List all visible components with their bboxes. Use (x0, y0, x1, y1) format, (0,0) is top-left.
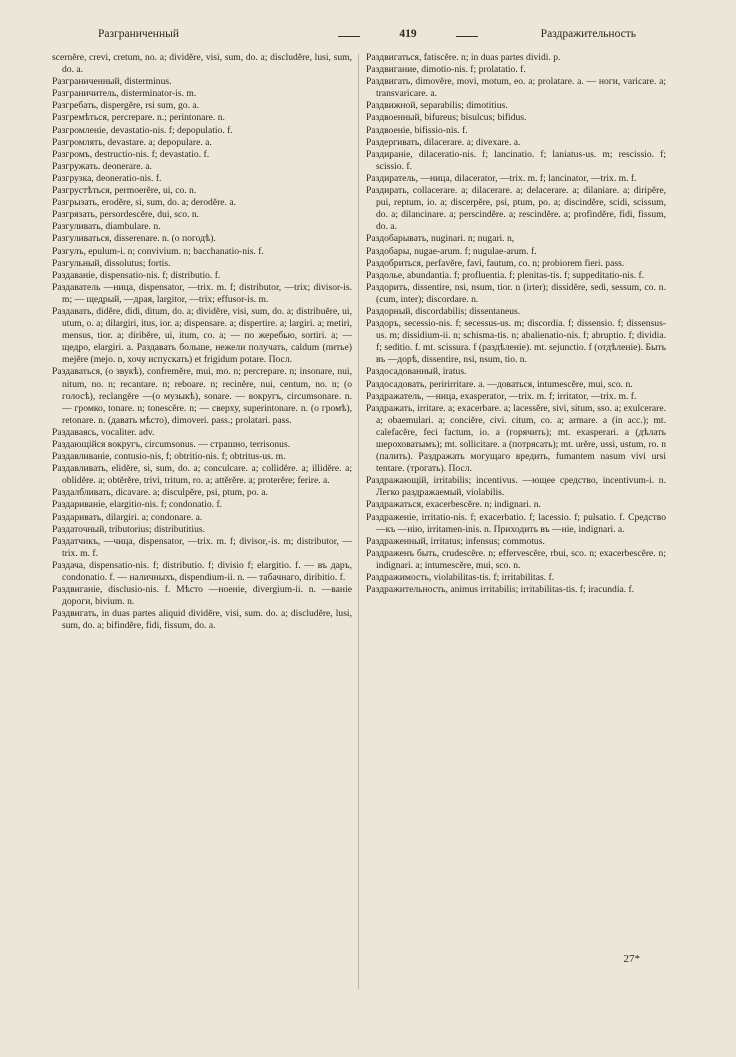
dictionary-entry: Раздвигаться, fatiscĕre. n; in duas partes dividi. p. (366, 52, 561, 63)
dictionary-entry: Раздоръ, secessio-nis. f; secessus-us. m; discordia. f; dissensio. f; dissensus-us. m; dissidium-ii. n; schisma-tis. n; abalienatio-nis. f; abruptio. f; dividia. f; seditio. f. mt. scissura. f (раздѣленіе). mt. sejunctio. f (отдѣленіе). Быть въ —дорѣ, dissentire, nsi, nsum, tio. n. (366, 318, 666, 366)
dictionary-entry: Раздражатель, —ница, exasperator, —trix. m. f; irritator, —trix. m. f. (366, 390, 637, 402)
dictionary-entry: Раздорить, dissentire, nsi, nsum, tior. n (irter); dissidĕre, sedi, sessum, co. n. (cum, inter); discordare. n. (366, 281, 666, 305)
dictionary-entry: Разгромлять, devastare. a; depopulare. a. (52, 136, 212, 148)
running-header (58, 28, 696, 46)
dictionary-entry: Разгремѣться, percrepare. n.; perintonare. n. (52, 112, 225, 124)
dictionary-entry: Раздиратель, —ница, dilacerator, —trix. m. f; lancinator, —trix. m. f. (366, 172, 637, 184)
dictionary-entry: Раздорный, discordabilis; dissentaneus. (366, 305, 521, 317)
header-right-word: Раздражительность (540, 28, 636, 40)
dictionary-entry: Разгребать, dispergĕre, rsi sum, go. a. (52, 100, 200, 112)
dictionary-entry: Разгуливать, diambulare. n. (52, 221, 161, 233)
dictionary-entry: Раздвиганіе, disclusio-nis. f. Мѣсто —ноеніе, divergium-ii. n. —ваніе дороги, bivium. n. (52, 584, 352, 608)
dictionary-entry: Раздаривать, dilargiri. a; condonare. a. (52, 511, 203, 523)
dictionary-entry: Разгружать. deonerare. a. (52, 160, 152, 172)
dictionary-entry: Раздаватель —ница, dispensator, —trix. m. f; distributor, —trix; divisor-is. m; — щедрый, —драя, largitor, —trix; effusor-is. m. (52, 281, 352, 305)
dictionary-entry: Раздражать, irritare. a; exacerbare. a; lacessĕre, sivi, situm, sso. a; exulcerare. a; obaemulari. a; conciĕre, civi. citum, co. a; armare. a (in acc.); mt. calefacĕre, feci factum, io. a (горячить); mt. exasperari. a (дѣлать шероховатымъ); mt. sollicitare. a (потрясать); mt. urĕre, ussi, ustum, ro. n (палить). Раздражать могущаго вредить, fumantem nasum vivi ursi tentare. (трогать). Посл. (366, 402, 666, 475)
dictionary-entry: Раздаваться, (о звукѣ), confremĕre, mui, mo. n; percrepare. n; insonare, nui, nitum, no. n; recantare. n; reboare. n; recinĕre, nui, centum, no. n; (о голосѣ), reclangĕre —(о музыкѣ), sonare. — вокругъ, circumsonare. n. — громко, tonare. n; tonescĕre. n; — сверху, superintonare. n. (о громѣ), retonare. n. (давать мѣсто), dimoveri. pass.; prolatari. pass. (52, 366, 352, 426)
dictionary-entry: Раздолье, abundantia. f; profluentia. f; plenitas-tis. f; suppeditatio-nis. f. (366, 269, 645, 281)
column-divider (358, 54, 359, 989)
dictionary-entry: Раздвоенный, bifureus; bisulcus; bifidus. (366, 112, 527, 124)
dictionary-entry: Раздраженіе, irritatio-nis. f; exacerbatio. f; lacessio. f; pulsatio. f. Средство —къ —нію, irritamen-inis. n. Приходить въ —ніе, indignari. a. (366, 511, 666, 535)
dictionary-entry: Раздвигать, dimovĕre, movi, motum, eo. a; prolatare. a. — ноги, varicare. a; transvaricare. a. (366, 76, 666, 100)
dictionary-entry: Разгрустѣться, permoerĕre, ui, co. n. (52, 185, 197, 197)
dictionary-entry: Разгрязать, persordescĕre, dui, sco. n. (52, 209, 200, 221)
right-column (366, 52, 666, 596)
dictionary-entry: Разгрызать, erodĕre, si, sum, do. a; derodĕre. a. (52, 197, 236, 209)
dictionary-entry: Раздариваніе, elargitio-nis. f; condonatio. f. (52, 499, 223, 511)
header-left-word: Разграниченный (98, 28, 179, 40)
signature-mark: 27* (623, 953, 640, 965)
dictionary-entry: Раздатчикъ, —чица, dispensator, —trix. m. f; divisor,-is. m; distributor, —trix. m. f. (52, 535, 352, 559)
dictionary-entry: Раздающійся вокругъ, circumsonus. — страшно, terrisonus. (52, 439, 291, 450)
left-column (52, 52, 352, 633)
dictionary-entry: Раздаточный, tributorius; distributitius. (52, 523, 205, 535)
dictionary-entry: Раздобары, nugae-arum. f; nugulae-arum. f. (366, 245, 537, 257)
dictionary-entry: Раздвигать, in duas partes aliquid dividĕre, visi, sum. do. a; discludĕre, lusi, sum, do. a; bifindĕre, fidi, fissum, do. a. (52, 608, 352, 632)
dictionary-entry: Раздобарывать, nuginari. n; nugari. n, (366, 233, 515, 245)
dictionary-entry: Раздирать, collacerare. a; dilacerare. a; delacerare. a; dilaniare. a; diripĕre, pui, reptum, io. a; discerpĕre, psi, ptum, po. a; discindĕre, scidi, scissum, do. a; dilancinare. a; perscindĕre. a; rescindĕre. a; profindĕre, fidi, fissum, do. a. (366, 185, 666, 233)
dictionary-entry: Раздраженный, irritatus; infensus; commotus. (366, 535, 545, 547)
dictionary-entry: Раздосадованный, iratus. (366, 366, 467, 378)
dictionary-entry: Раздраженъ быть, crudescĕre. n; effervescĕre, rbui, sco. n; exacerbescĕre. n; indignari. a; intumescĕre, mui, sco. n. (366, 547, 666, 571)
dictionary-entry: Разгуливаться, disserenare. n. (о погодѣ). (52, 233, 216, 245)
dictionary-entry: Разгульный, dissolutus; fortis. (52, 257, 171, 269)
dictionary-entry: Раздражающій, irritabilis; incentivus. —ющее средство, incentivum-i. n. Легко раздражаемый, violabilis. (366, 475, 666, 499)
dictionary-entry: Раздавливаніе, contusio-nis, f; obtritio-nis. f; obtritus-us. m. (52, 451, 286, 463)
dictionary-entry: Раздражимость, violabilitas-tis. f; irritabilitas. f. (366, 572, 555, 584)
dictionary-entry: Раздалбливать, dicavare. a; disculpĕre, psi, ptum, po. a. (52, 487, 268, 499)
dictionary-entry: Раздобриться, perfavĕre, favi, fautum, co. n; probiorem fieri. pass. (366, 257, 625, 269)
dictionary-entry: Разгрузка, deoneratio-nis. f. (52, 172, 162, 184)
dictionary-entry: Разгромъ, destructio-nis. f; devastatio. f. (52, 148, 210, 160)
dictionary-entry: Раздвоеніе, bifissio-nis. f. (366, 124, 468, 136)
dictionary-entry: Раздосадовать, peririrritare. a. —доваться, intumescĕre, mui, sco. n. (366, 378, 633, 390)
dictionary-entry: Разграничитель, disterminator-is. m. (52, 88, 197, 100)
dictionary-entry: Раздергивать, dilacerare. a; divexare. a. (366, 136, 521, 148)
dictionary-entry: Раздираніе, dilaceratio-nis. f; lancinatio. f; laniatus-us. m; rescissio. f; scissio. f. (366, 148, 666, 172)
dictionary-entry: Разграниченный, disterminus. (52, 76, 172, 88)
dictionary-entry: Разгромленіе, devastatio-nis. f; depopulatio. f. (52, 124, 233, 136)
dictionary-entry: Раздаваніе, dispensatio-nis. f; distributio. f. (52, 269, 221, 281)
dictionary-entry: scernĕre, crevi, cretum, no. a; dividĕre, visi, sum, do. a; discludĕre, lusi, sum, do. a. (52, 52, 352, 76)
dictionary-entry: Раздражаться, exacerbescĕre. n; indignari. n. (366, 499, 541, 511)
dictionary-entry: Раздвигание, dimotio-nis. f; prolatatio. f. (366, 64, 526, 76)
dictionary-entry: Раздавливать, elidĕre, si, sum, do. a; conculcare. a; collidĕre. a; illidĕre. a; oblidĕre. a; obtĕrĕre, trivi, tritum, ro. a; attĕrĕre. a; proterĕre; ferire. a. (52, 463, 352, 487)
page-number: 419 (358, 28, 458, 40)
dictionary-entry: Разгулъ, epulum-i. n; convivium. n; bacchanatio-nis. f. (52, 245, 264, 257)
dictionary-entry: Раздавать, didĕre, didi, ditum, do. a; dividĕre, visi, sum, do. a; distribuĕre, ui, utum, o. a; dilargiri, itus, ior. a; dispensare. a; dispertire. a; largiri. a; metiri, mensus, tior. a; diribĕre, ui, itum, co. a; — по жеребью, sortiri. a; — щедро, elargiri. a. Раздавать больше, нежели получать, caldum (питье) mejĕre (mejo. n, хочу испускать) et frigidum potare. Посл. (52, 305, 352, 366)
dictionary-entry: Раздвижной, separabilis; dimotitius. (366, 100, 508, 112)
dictionary-entry: Раздавaясь, vocaliter. adv. (52, 426, 155, 438)
dictionary-entry: Раздражительность, animus irritabilis; irritabilitas-tis. f; iracundia. f. (366, 584, 635, 596)
dictionary-entry: Раздача, dispensatio-nis. f; distributio. f; divisio f; elargitio. f. — въ даръ, condonatio. f. — наличныхъ, dispendium-ii. n. — табачнаго, diribitio. f. (52, 559, 352, 584)
